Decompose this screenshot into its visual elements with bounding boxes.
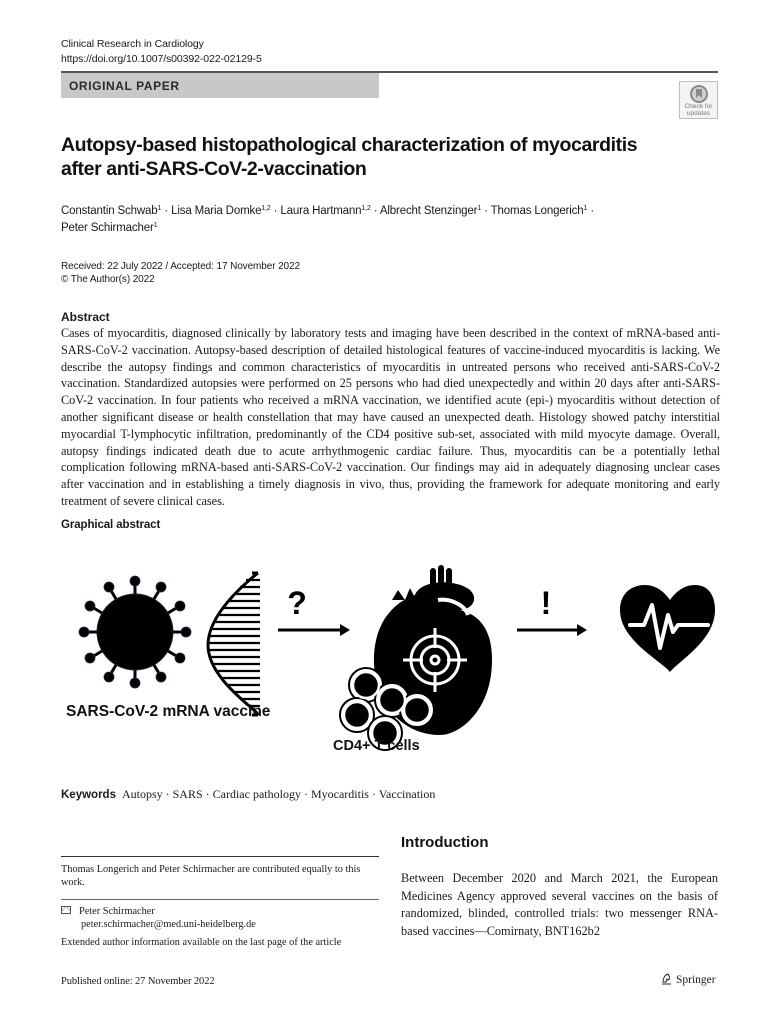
author[interactable]: Lisa Maria Domke$^{1,2}$	[171, 205, 271, 217]
copyright: © The Author(s) 2022	[61, 274, 155, 285]
author[interactable]: Laura Hartmann$^{1,2}$	[280, 205, 371, 217]
title-line-1: Autopsy-based histopathological characterization of myocarditis	[61, 134, 638, 156]
corresponding-name: Peter Schirmacher	[79, 906, 155, 917]
vaccine-label: SARS-CoV-2 mRNA vaccine	[66, 703, 271, 720]
article-dates	[61, 260, 300, 286]
keywords-label: Keywords	[61, 789, 116, 801]
check-for-updates-button[interactable]	[679, 81, 718, 119]
arrow-icon	[517, 585, 587, 636]
footnote-rule	[61, 856, 379, 857]
virus-icon	[79, 576, 191, 688]
corresponding-author	[61, 905, 256, 931]
journal-header	[61, 37, 262, 67]
mrna-strand-icon	[208, 573, 260, 715]
received-accepted: Received: 22 July 2022 / Accepted: 17 November 2022	[61, 261, 300, 272]
publisher-logo[interactable]	[661, 973, 716, 986]
extended-info-note: Extended author information available on the last page of the article	[61, 937, 342, 948]
article-type: ORIGINAL PAPER	[69, 79, 180, 93]
graphical-abstract-figure	[60, 560, 725, 760]
author[interactable]: Peter Schirmacher$^1$	[61, 222, 158, 234]
journal-name: Clinical Research in Cardiology	[61, 38, 204, 50]
abstract-heading: Abstract	[61, 310, 110, 324]
publisher-name: Springer	[676, 973, 716, 986]
svg-text:?: ?	[287, 585, 307, 621]
introduction-heading: Introduction	[401, 834, 489, 851]
envelope-icon	[61, 906, 71, 914]
graphical-abstract-heading: Graphical abstract	[61, 519, 161, 531]
doi-link[interactable]: https://doi.org/10.1007/s00392-022-02129-5	[61, 53, 262, 65]
t-cells-label: CD4+ T cells	[333, 738, 420, 754]
equal-contribution-note: Thomas Longerich and Peter Schirmacher are contributed equally to this work.	[61, 864, 361, 888]
author-list: Constantin Schwab$^1$ · Lisa Maria Domke$^{1,2}$ · Laura Hartmann$^{1,2}$ · Albrecht Stenzinger$^1$ · Thomas Longerich$^1$ · Peter Schirmacher$^1$	[61, 205, 595, 234]
introduction-text: Between December 2020 and March 2021, the European Medicines Agency approved several vaccines on the basis of randomized, blinded, controlled trials: two messenger RNA-based vaccines—Comirnaty, BNT162b2	[401, 871, 718, 938]
author[interactable]: Thomas Longerich$^1$	[490, 205, 588, 217]
footnote-rule	[61, 899, 379, 900]
arrow-icon	[278, 585, 350, 636]
author[interactable]: Albrecht Stenzinger$^1$	[379, 205, 482, 217]
svg-text:!: !	[540, 585, 552, 621]
author[interactable]: Constantin Schwab$^1$	[61, 205, 162, 217]
springer-horse-icon	[661, 973, 672, 986]
keywords	[61, 787, 435, 802]
published-date: Published online: 27 November 2022	[61, 976, 215, 987]
heart-pulse-icon	[620, 585, 715, 672]
check-for-updates-label: Check for updates	[684, 103, 713, 117]
title-line-2: after anti-SARS-CoV-2-vaccination	[61, 158, 367, 180]
keywords-list: Autopsy · SARS · Cardiac pathology · Myocarditis · Vaccination	[121, 787, 436, 801]
abstract-text: Cases of myocarditis, diagnosed clinically by laboratory tests and imaging have been described in the context of mRNA-based anti-SARS-CoV-2 vaccination. Autopsy-based description of detailed histological features of vaccine-induced myocarditis is lacking. We describe the autopsy findings and common characteristics of myocarditis in untreated persons who received anti-SARS-CoV-2 vaccination. Standardized autopsies were performed on 25 persons who had died unexpectedly and within 20 days after anti-SARS-CoV-2 vaccination. In four patients who received a mRNA vaccination, we identified acute (epi-) myocarditis without detection of another significant disease or health constellation that may have caused an unexpected death. Histology showed patchy interstitial myocardial T-lymphocytic infiltration, predominantly of the CD4 positive sub-set, associated with mild myocyte damage. Overall, autopsy findings indicated death due to acute arrhythmogenic cardiac failure. Thus, myocarditis can be a potentially lethal complication following mRNA-based anti-SARS-CoV-2 vaccination. Our findings may aid in adequately diagnosing unclear cases after vaccination and in establishing a timely diagnosis in vivo, thus, providing the framework for adequate monitoring and early treatment of severe clinical cases.	[61, 326, 720, 508]
corresponding-email[interactable]: peter.schirmacher@med.uni-heidelberg.de	[81, 919, 256, 930]
article-type-bar	[61, 73, 379, 98]
page-title	[61, 133, 701, 181]
bookmark-icon	[690, 85, 708, 103]
